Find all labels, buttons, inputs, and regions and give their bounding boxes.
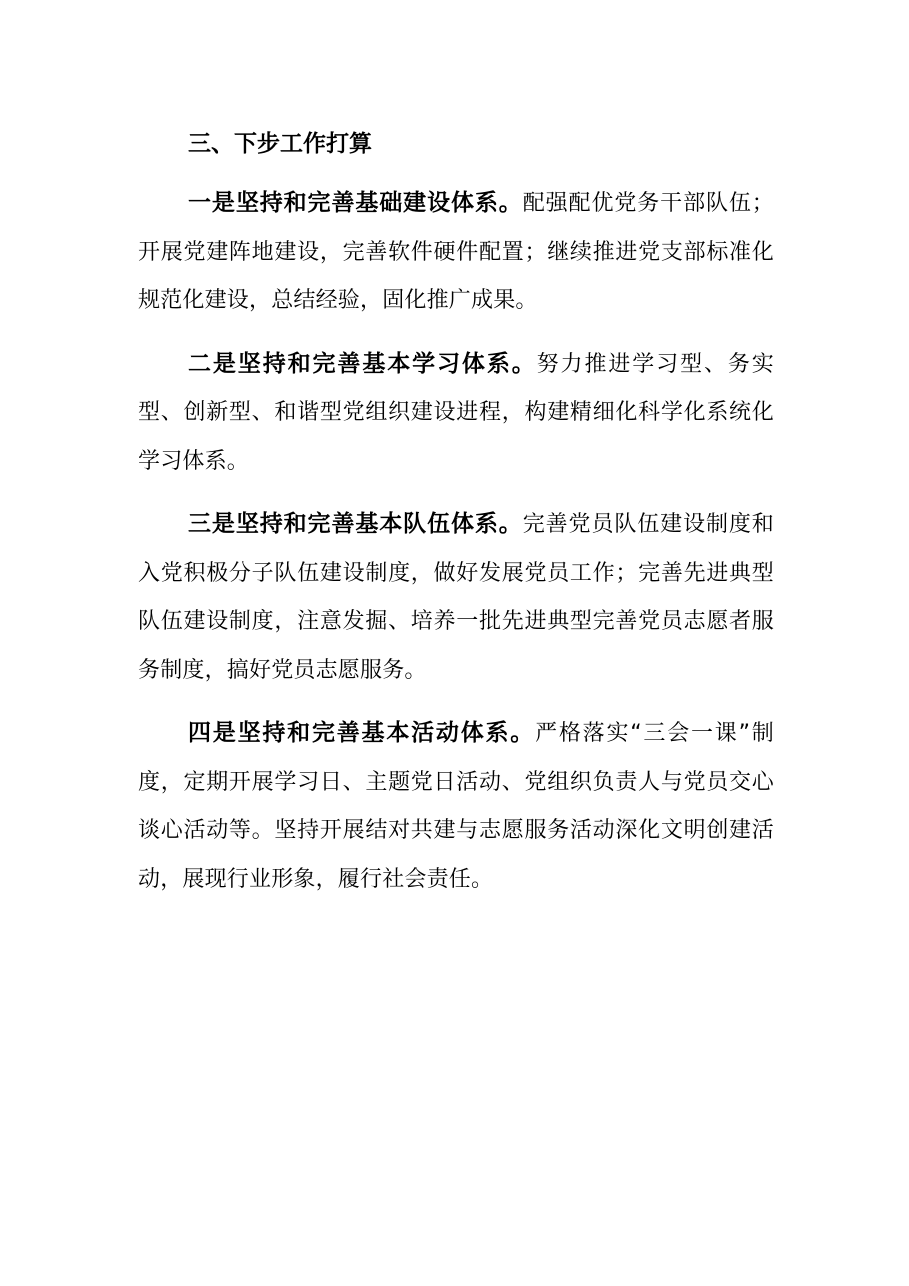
document-body — [138, 124, 774, 918]
paragraph-basic-learning — [138, 340, 774, 487]
paragraph-body: 严格落实“三会一课”制度，定期开展学习日、主题党日活动、党组织负责人与党员交心谈心活动等。坚持开展结对共建与志愿服务活动深化文明创建活动，展现行业形象，履行社会责任。 — [138, 721, 774, 892]
paragraph-lead: 四是坚持和完善基本活动体系。 — [188, 720, 536, 746]
paragraph-body: 努力推进学习型、务实型、创新型、和谐型党组织建设进程，构建精细化科学化系统化学习体系。 — [138, 351, 774, 474]
paragraph-basic-team — [138, 500, 774, 695]
paragraph-basic-activity — [138, 709, 774, 904]
paragraph-lead: 二是坚持和完善基本学习体系。 — [188, 350, 537, 377]
paragraph-body: 配强配优党务干部队伍；开展党建阵地建设，完善软件硬件配置；继续推进党支部标准化规范化建设，总结经验，固化推广成果。 — [138, 191, 774, 313]
section-heading: 三、下步工作打算 — [188, 131, 372, 157]
paragraph-lead: 一是坚持和完善基础建设体系。 — [188, 190, 523, 216]
paragraph-lead: 三是坚持和完善基本队伍体系。 — [188, 511, 523, 537]
paragraph-body: 完善党员队伍建设制度和入党积极分子队伍建设制度，做好发展党员工作；完善先进典型队伍建设制度，注意发掘、培养一批先进典型完善党员志愿者服务制度，搞好党员志愿服务。 — [138, 512, 774, 683]
paragraph-basic-construction — [138, 179, 774, 326]
